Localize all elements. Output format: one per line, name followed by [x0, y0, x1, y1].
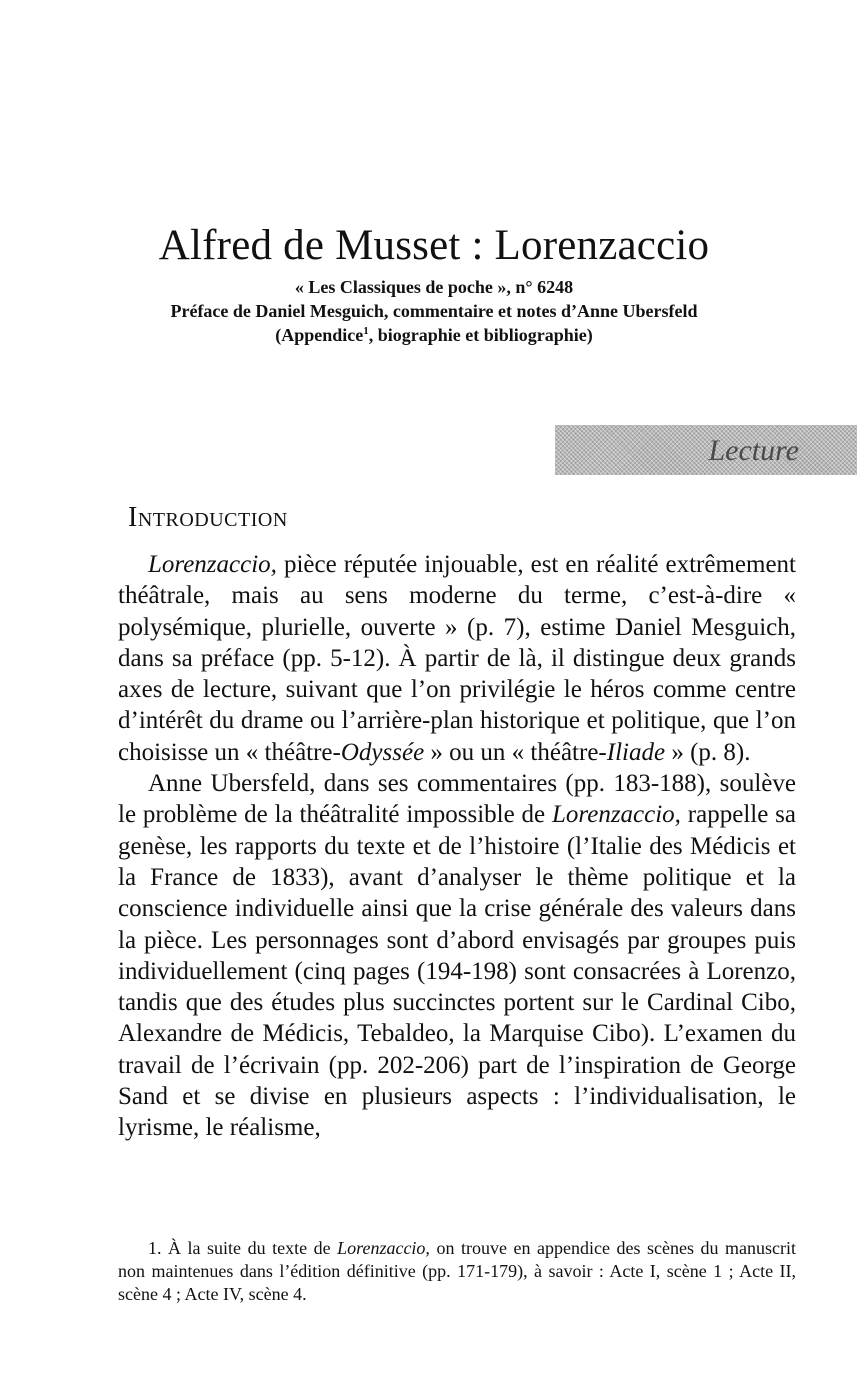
appendix-open: (Appendice [275, 325, 364, 345]
footnote-number: 1. [148, 1238, 162, 1258]
footnote-ref: 1 [363, 325, 369, 337]
paragraph-text: rappelle sa genèse, les rapports du texte et de l’histoire (l’Italie des Médicis et la France de 1833), avant d’analyser le thème politique et la conscience individuelle ainsi que la crise générale des valeurs dans la pièce. Les personnages sont d’abord envisagés par groupes puis individuellement (cinq pages (194-198) sont consacrées à Lorenzo, tandis que des études plus succinctes portent sur le Cardinal Cibo, Alexandre de Médicis, Tebaldeo, la Marquise Cibo). L’examen du travail de l’écrivain (pp. 202-206) part de l’inspiration de George Sand et se divise en plusieurs aspects : l’individualisation, le lyrisme, le réalisme, [118, 801, 796, 1142]
lecture-badge [555, 425, 857, 475]
paragraph-text: » ou un « théâtre- [424, 738, 607, 766]
series-line: « Les Classiques de poche », n° 6248 [294, 277, 574, 297]
paragraph [118, 768, 796, 1144]
work-title: Lorenzaccio, [337, 1238, 430, 1258]
section-heading: Introduction [128, 502, 288, 533]
italic-term: Iliade [606, 738, 666, 766]
appendix-line [0, 323, 868, 347]
paragraph-text: Anne Ubersfeld, dans ses commentaires (pp. 183-188), soulève le problème de la théâtralité impossible de [118, 770, 796, 829]
paragraph [118, 549, 796, 768]
italic-term: Odyssée [340, 738, 425, 766]
work-title: Lorenzaccio, [552, 801, 681, 829]
footnote [118, 1237, 796, 1306]
footnote-text-part: À la suite du texte de [161, 1238, 338, 1258]
footnote-text-part: on trouve en appendice des scènes du manuscrit non maintenues dans l’édition définitive (pp. 171-179), à savoir : Acte I, scène 1 ; Acte II, scène 4 ; Acte IV, scène 4. [118, 1238, 796, 1304]
page-title: Alfred de Musset : Lorenzaccio [158, 222, 710, 269]
paragraph-text: pièce réputée injouable, est en réalité extrêmement théâtrale, mais au sens moderne du terme, c’est-à-dire « polysémique, plurielle, ouverte » (p. 7), estime Daniel Mesguich, dans sa préface (pp. 5-12). À partir de là, il distingue deux grands axes de lecture, suivant que l’on privilégie le héros comme centre d’intérêt du drame ou l’arrière-plan historique et politique, que l’on choisisse un « théâtre- [118, 551, 796, 766]
footnote-text [118, 1237, 796, 1306]
appendix-close: , biographie et bibliographie) [368, 325, 593, 345]
paragraph-text: » (p. 8). [665, 738, 751, 766]
credits-line: Préface de Daniel Mesguich, commentaire et notes d’Anne Ubersfeld [170, 301, 698, 321]
body-text [118, 549, 796, 1144]
work-title: Lorenzaccio, [148, 551, 277, 578]
lecture-badge-label: Lecture [708, 434, 799, 467]
